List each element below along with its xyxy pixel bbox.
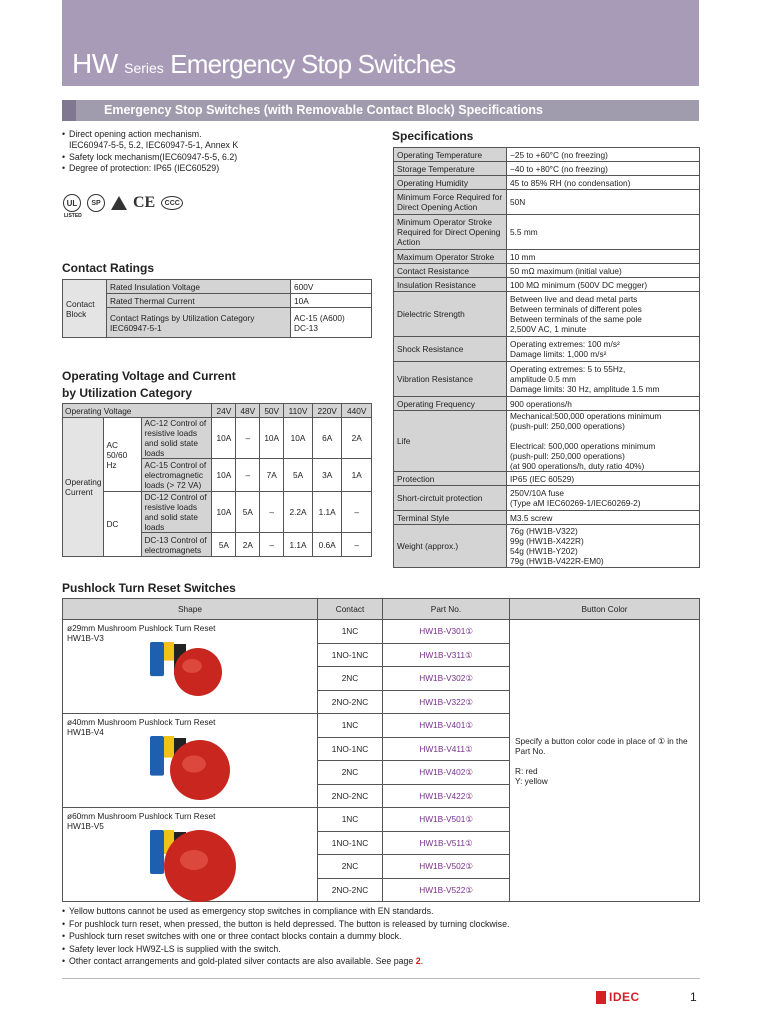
spec-row	[394, 264, 700, 278]
contact-value: 2NO-2NC	[318, 878, 383, 902]
spec-value: 900 operations/h	[507, 397, 700, 411]
part-number: HW1B-V501①	[383, 808, 510, 832]
spec-row	[394, 292, 700, 337]
part-number: HW1B-V322①	[383, 690, 510, 714]
pushlock-table	[62, 598, 700, 902]
shape-cell	[63, 808, 318, 902]
rating-value: AC-15 (A600) DC-13	[291, 308, 372, 338]
voltage-header: 220V	[312, 404, 342, 418]
current-value: 2.2A	[284, 492, 313, 533]
ac-label: AC 50/60 Hz	[104, 418, 142, 492]
current-value: –	[342, 533, 372, 557]
ul-listed-label: LISTED	[64, 213, 82, 219]
banner-text: Emergency Stop Switches (with Removable Contact Block) Specifications	[104, 103, 543, 117]
spec-value: 50N	[507, 190, 700, 215]
spec-row	[394, 337, 700, 362]
spec-row	[394, 148, 700, 162]
col-button-color: Button Color	[510, 599, 700, 620]
voltage-header: 110V	[284, 404, 313, 418]
voltage-header: 440V	[342, 404, 372, 418]
part-number: HW1B-V311①	[383, 643, 510, 667]
note-item: • Pushlock turn reset switches with one or three contact blocks contain a dummy block.	[62, 930, 700, 943]
utilization-category: AC-12 Control of resistive loads and solid state loads	[142, 418, 212, 459]
section-banner	[62, 100, 699, 121]
utilization-category: DC-12 Control of resistive loads and solid state loads	[142, 492, 212, 533]
part-number: HW1B-V411①	[383, 737, 510, 761]
part-number: HW1B-V511①	[383, 831, 510, 855]
spec-label: Dielectric Strength	[394, 292, 507, 337]
part-number: HW1B-V502①	[383, 855, 510, 879]
voltage-header-label: Operating Voltage	[63, 404, 212, 418]
spec-value: 45 to 85% RH (no condensation)	[507, 176, 700, 190]
shape-label: ø60mm Mushroom Pushlock Turn Reset HW1B-V5	[67, 811, 216, 831]
voltage-header-row	[63, 404, 372, 418]
part-number: HW1B-V401①	[383, 714, 510, 738]
feature-item: • Degree of protection: IP65 (IEC60529)	[62, 163, 372, 174]
current-value: 1.1A	[284, 533, 313, 557]
current-value: 10A	[212, 418, 236, 459]
rating-label: Rated Insulation Voltage	[107, 280, 291, 294]
col-shape: Shape	[63, 599, 318, 620]
spec-label: Weight (approx.)	[394, 525, 507, 568]
pushlock-title: Pushlock Turn Reset Switches	[62, 581, 236, 595]
part-number: HW1B-V522①	[383, 878, 510, 902]
mushroom-button-image	[148, 734, 232, 806]
current-value: 10A	[284, 418, 313, 459]
csa-mark-icon: SP	[87, 194, 105, 212]
current-value: –	[236, 459, 260, 492]
spec-row	[394, 411, 700, 472]
title-text: Emergency Stop Switches	[170, 49, 456, 79]
contact-ratings-title: Contact Ratings	[62, 261, 155, 275]
contact-value: 1NC	[318, 620, 383, 644]
note-item: • Other contact arrangements and gold-plated silver contacts are also available. See page 2.	[62, 955, 700, 968]
current-value: 6A	[312, 418, 342, 459]
specifications-title: Specifications	[392, 129, 474, 143]
current-value: –	[236, 418, 260, 459]
contact-value: 2NO-2NC	[318, 690, 383, 714]
current-value: –	[260, 533, 284, 557]
spec-row	[394, 472, 700, 486]
shape-label: ø40mm Mushroom Pushlock Turn Reset HW1B-V4	[67, 717, 216, 737]
spec-label: Short-circtuit protection	[394, 486, 507, 511]
shape-cell	[63, 620, 318, 714]
current-value: 1A	[342, 459, 372, 492]
current-value: 3A	[312, 459, 342, 492]
ccc-mark-icon: CCC	[161, 196, 183, 210]
note-item: • For pushlock turn reset, when pressed, the button is held depressed. The button is released by turning clockwise.	[62, 918, 700, 931]
spec-label: Insulation Resistance	[394, 278, 507, 292]
rating-value: 10A	[291, 294, 372, 308]
spec-value: Between live and dead metal parts Between terminals of different poles Between terminals of the same pole 2,500V AC, 1 minute	[507, 292, 700, 337]
spec-row	[394, 190, 700, 215]
current-value: 10A	[212, 459, 236, 492]
operating-voltage-title: Operating Voltage and Current by Utilization Category	[62, 369, 236, 400]
spec-value: −25 to +60°C (no freezing)	[507, 148, 700, 162]
spec-label: Minimum Operator Stroke Required for Direct Opening Action	[394, 215, 507, 250]
col-part-no: Part No.	[383, 599, 510, 620]
footer-rule	[62, 978, 700, 979]
current-value: 1.1A	[312, 492, 342, 533]
contact-value: 1NC	[318, 714, 383, 738]
current-value: 10A	[212, 492, 236, 533]
contact-value: 2NC	[318, 855, 383, 879]
current-value: 5A	[212, 533, 236, 557]
spec-value: 250V/10A fuse (Type aM IEC60269-1/IEC60269-2)	[507, 486, 700, 511]
note-item: • Yellow buttons cannot be used as emergency stop switches in compliance with EN standards.	[62, 905, 700, 918]
current-value: 0.6A	[312, 533, 342, 557]
contact-block-label: Contact Block	[63, 280, 107, 338]
voltage-header: 24V	[212, 404, 236, 418]
idec-logo-icon	[596, 991, 606, 1004]
spec-value: 5.5 mm	[507, 215, 700, 250]
current-row	[63, 418, 372, 459]
contact-value: 2NO-2NC	[318, 784, 383, 808]
page-title	[72, 48, 455, 80]
spec-label: Terminal Style	[394, 511, 507, 525]
spec-label: Minimum Force Required for Direct Opening Action	[394, 190, 507, 215]
spec-row	[394, 486, 700, 511]
part-number: HW1B-V402①	[383, 761, 510, 785]
notes-list	[62, 905, 700, 968]
spec-value: 100 MΩ minimum (500V DC megger)	[507, 278, 700, 292]
spec-row	[394, 362, 700, 397]
contact-value: 1NO-1NC	[318, 831, 383, 855]
spec-row	[394, 162, 700, 176]
series-prefix: HW	[72, 48, 118, 79]
current-value: –	[342, 492, 372, 533]
ul-mark-icon: UL	[63, 194, 81, 212]
contact-value: 1NO-1NC	[318, 643, 383, 667]
spec-label: Maximum Operator Stroke	[394, 250, 507, 264]
current-value: 5A	[284, 459, 313, 492]
page-link[interactable]: 2	[415, 956, 421, 966]
spec-value: Mechanical:500,000 operations minimum (push-pull: 250,000 operations) Electrical: 500,000 operations minimum (push-pull: 250,000 operations) (at 900 operations/h, duty ratio 40%)	[507, 411, 700, 472]
part-number: HW1B-V422①	[383, 784, 510, 808]
spec-row	[394, 525, 700, 568]
voltage-header: 50V	[260, 404, 284, 418]
shape-label: ø29mm Mushroom Pushlock Turn Reset HW1B-V3	[67, 623, 216, 643]
spec-value: 10 mm	[507, 250, 700, 264]
mushroom-button-image	[148, 828, 238, 908]
spec-row	[394, 278, 700, 292]
spec-value: −40 to +80°C (no freezing)	[507, 162, 700, 176]
spec-label: Life	[394, 411, 507, 472]
part-number: HW1B-V301①	[383, 620, 510, 644]
idec-logo: IDEC	[596, 990, 640, 1004]
col-contact: Contact	[318, 599, 383, 620]
voltage-header: 48V	[236, 404, 260, 418]
rating-label: Rated Thermal Current	[107, 294, 291, 308]
spec-value: M3.5 screw	[507, 511, 700, 525]
spec-row	[394, 397, 700, 411]
contact-value: 1NO-1NC	[318, 737, 383, 761]
series-word: Series	[124, 60, 164, 76]
spec-label: Contact Resistance	[394, 264, 507, 278]
banner-accent	[62, 100, 76, 121]
note-item: • Safety lever lock HW9Z-LS is supplied with the switch.	[62, 943, 700, 956]
spec-value: Operating extremes: 100 m/s² Damage limits: 1,000 m/s²	[507, 337, 700, 362]
mushroom-button-image	[148, 640, 224, 702]
spec-label: Operating Humidity	[394, 176, 507, 190]
spec-label: Shock Resistance	[394, 337, 507, 362]
current-value: –	[260, 492, 284, 533]
operating-voltage-table	[62, 403, 372, 557]
current-value: 7A	[260, 459, 284, 492]
part-number: HW1B-V302①	[383, 667, 510, 691]
spec-label: Operating Frequency	[394, 397, 507, 411]
rating-label: Contact Ratings by Utilization Category IEC60947-5-1	[107, 308, 291, 338]
dc-label: DC	[104, 492, 142, 557]
shape-cell	[63, 714, 318, 808]
contact-value: 2NC	[318, 667, 383, 691]
spec-row	[394, 215, 700, 250]
page-number: 1	[690, 990, 697, 1004]
spec-label: Vibration Resistance	[394, 362, 507, 397]
spec-value: IP65 (IEC 60529)	[507, 472, 700, 486]
current-value: 10A	[260, 418, 284, 459]
spec-row	[394, 511, 700, 525]
spec-label: Protection	[394, 472, 507, 486]
spec-value: Operating extremes: 5 to 55Hz, amplitude 0.5 mm Damage limits: 30 Hz, amplitude 1.5 mm	[507, 362, 700, 397]
spec-label: Storage Temperature	[394, 162, 507, 176]
spec-value: 76g (HW1B-V322) 99g (HW1B-X422R) 54g (HW1B-Y202) 79g (HW1B-V422R-EM0)	[507, 525, 700, 568]
current-row	[63, 492, 372, 533]
spec-label: Operating Temperature	[394, 148, 507, 162]
utilization-category: DC-13 Control of electromagnets	[142, 533, 212, 557]
warning-triangle-icon	[111, 196, 127, 210]
current-value: 2A	[342, 418, 372, 459]
current-value: 2A	[236, 533, 260, 557]
spec-row	[394, 176, 700, 190]
spec-value: 50 mΩ maximum (initial value)	[507, 264, 700, 278]
spec-row	[394, 250, 700, 264]
feature-item: • Safety lock mechanism(IEC60947-5-5, 6.2)	[62, 152, 372, 163]
rating-value: 600V	[291, 280, 372, 294]
operating-current-label: Operating Current	[63, 418, 104, 557]
contact-value: 1NC	[318, 808, 383, 832]
feature-item: • Direct opening action mechanism. IEC60947-5-5, 5.2, IEC60947-5-1, Annex K	[62, 129, 372, 152]
specifications-table	[393, 147, 700, 568]
current-value: 5A	[236, 492, 260, 533]
contact-value: 2NC	[318, 761, 383, 785]
button-color-note: Specify a button color code in place of ① in the Part No. R: red Y: yellow	[510, 620, 700, 902]
utilization-category: AC-15 Control of electromagnetic loads (> 72 VA)	[142, 459, 212, 492]
contact-ratings-table	[62, 279, 372, 338]
feature-list	[62, 129, 372, 174]
ce-mark-icon: CE	[133, 194, 156, 211]
pushlock-row	[63, 620, 700, 644]
